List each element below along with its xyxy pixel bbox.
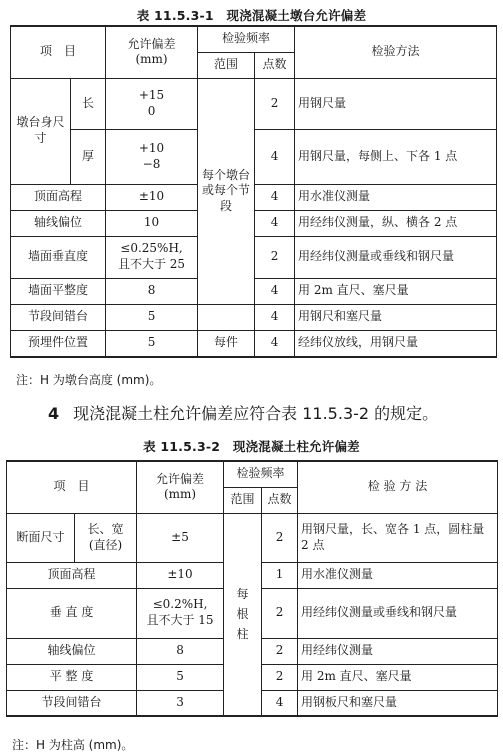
tol-line: +10 <box>138 140 165 155</box>
row-sub: 厚 <box>71 129 106 184</box>
row-method: 用钢尺量，每侧上、下各 1 点 <box>295 129 497 184</box>
row-tolerance: 8 <box>137 638 224 664</box>
header-item: 项 目 <box>7 461 137 513</box>
row-method: 用经纬仪测量或垂线和钢尺量 <box>298 588 498 638</box>
row-points: 4 <box>262 690 298 716</box>
row-points: 2 <box>262 664 298 690</box>
row-method: 用钢尺量 <box>295 78 497 129</box>
row-tolerance <box>106 129 198 184</box>
row-scope: 每件 <box>198 330 255 357</box>
row-method: 用经纬仪测量 <box>298 638 498 664</box>
sub-line: 长、宽 <box>87 521 124 536</box>
row-tolerance: ±5 <box>137 513 224 562</box>
paragraph <box>48 401 438 424</box>
row-points: 2 <box>262 588 298 638</box>
row-item: 断面尺寸 <box>7 513 75 562</box>
row-item: 垂 直 度 <box>7 588 137 638</box>
row-tolerance: ±10 <box>106 184 198 210</box>
scope-merged <box>224 513 262 716</box>
row-method: 用水准仪测量 <box>298 562 498 588</box>
row-sub <box>75 513 137 562</box>
table1-caption: 表 11.5.3-1 现浇混凝土墩台允许偏差 <box>136 8 367 23</box>
tol-line: ≤0.2%H, <box>152 597 208 612</box>
row-points: 4 <box>255 210 295 236</box>
header-points: 点数 <box>262 487 298 513</box>
row-item: 顶面高程 <box>11 184 106 210</box>
group-label: 墩台身尺寸 <box>11 78 71 184</box>
row-tolerance: 5 <box>137 664 224 690</box>
row-tolerance: 3 <box>137 690 224 716</box>
row-method: 用 2m 直尺、塞尺量 <box>298 664 498 690</box>
header-tolerance-label: 允许偏差 <box>127 36 176 51</box>
header-scope: 范围 <box>198 52 255 78</box>
scope-text: 每根柱 <box>236 586 249 642</box>
row-points: 2 <box>255 78 295 129</box>
row-points: 2 <box>262 638 298 664</box>
header-tolerance-label: 允许偏差 <box>156 471 205 486</box>
row-item: 平 整 度 <box>7 664 137 690</box>
row-method: 用 2m 直尺、塞尺量 <box>295 278 497 304</box>
header-method: 检验方法 <box>295 26 497 78</box>
header-method: 检 验 方 法 <box>298 461 498 513</box>
header-tolerance-unit: (mm) <box>135 52 168 67</box>
row-tolerance <box>137 588 224 638</box>
row-method: 用水准仪测量 <box>295 184 497 210</box>
header-tolerance <box>137 461 224 513</box>
row-points: 4 <box>255 278 295 304</box>
tol-line: 且不大于 15 <box>146 613 214 627</box>
header-points: 点数 <box>255 52 295 78</box>
tol-line: 0 <box>147 103 156 118</box>
row-method: 用经纬仪测量或垂线和钢尺量 <box>295 236 497 278</box>
row-item: 预埋件位置 <box>11 330 106 357</box>
table1 <box>10 25 497 358</box>
scope-merged: 每个墩台或每个节段 <box>198 78 255 304</box>
sub-line: (直径) <box>88 537 123 552</box>
row-item: 顶面高程 <box>7 562 137 588</box>
header-frequency: 检验频率 <box>224 461 298 487</box>
row-item: 节段间错台 <box>11 304 106 330</box>
row-item: 轴线偏位 <box>7 638 137 664</box>
row-tolerance: ±10 <box>137 562 224 588</box>
row-points: 2 <box>262 513 298 562</box>
row-tolerance: 5 <box>106 304 198 330</box>
row-tolerance: 10 <box>106 210 198 236</box>
row-points: 1 <box>262 562 298 588</box>
paragraph-text: 现浇混凝土柱允许偏差应符合表 11.5.3-2 的规定。 <box>73 404 439 423</box>
tol-line: −8 <box>142 156 161 171</box>
header-scope: 范围 <box>224 487 262 513</box>
table2 <box>6 460 498 717</box>
row-points: 4 <box>255 184 295 210</box>
row-points: 4 <box>255 304 295 330</box>
table1-note: 注：H 为墩台高度 (mm)。 <box>16 373 162 387</box>
row-tolerance <box>106 236 198 278</box>
row-points: 4 <box>255 129 295 184</box>
paragraph-number: 4 <box>48 404 60 423</box>
row-item: 节段间错台 <box>7 690 137 716</box>
row-method: 用经纬仪测量，纵、横各 2 点 <box>295 210 497 236</box>
header-tolerance <box>106 26 198 78</box>
row-item: 墙面垂直度 <box>11 236 106 278</box>
row-tolerance <box>106 78 198 129</box>
row-tolerance: 5 <box>106 330 198 357</box>
row-method: 用钢板尺和塞尺量 <box>298 690 498 716</box>
row-sub: 长 <box>71 78 106 129</box>
table2-caption: 表 11.5.3-2 现浇混凝土柱允许偏差 <box>143 439 360 454</box>
row-item: 墙面平整度 <box>11 278 106 304</box>
row-method: 用钢尺量，长、宽各 1 点，圆柱量 2 点 <box>298 513 498 562</box>
row-scope <box>198 304 255 330</box>
row-method: 用钢尺和塞尺量 <box>295 304 497 330</box>
header-frequency: 检验频率 <box>198 26 295 52</box>
header-tolerance-unit: (mm) <box>163 487 197 502</box>
tol-line: 且不大于 25 <box>117 257 186 271</box>
row-points: 4 <box>255 330 295 357</box>
header-item: 项 目 <box>11 26 106 78</box>
row-method: 经纬仪放线，用钢尺量 <box>295 330 497 357</box>
row-item: 轴线偏位 <box>11 210 106 236</box>
row-points: 2 <box>255 236 295 278</box>
tol-line: ≤0.25%H, <box>120 241 183 256</box>
tol-line: +15 <box>138 87 165 102</box>
table2-note: 注：H 为柱高 (mm)。 <box>12 738 134 752</box>
row-tolerance: 8 <box>106 278 198 304</box>
